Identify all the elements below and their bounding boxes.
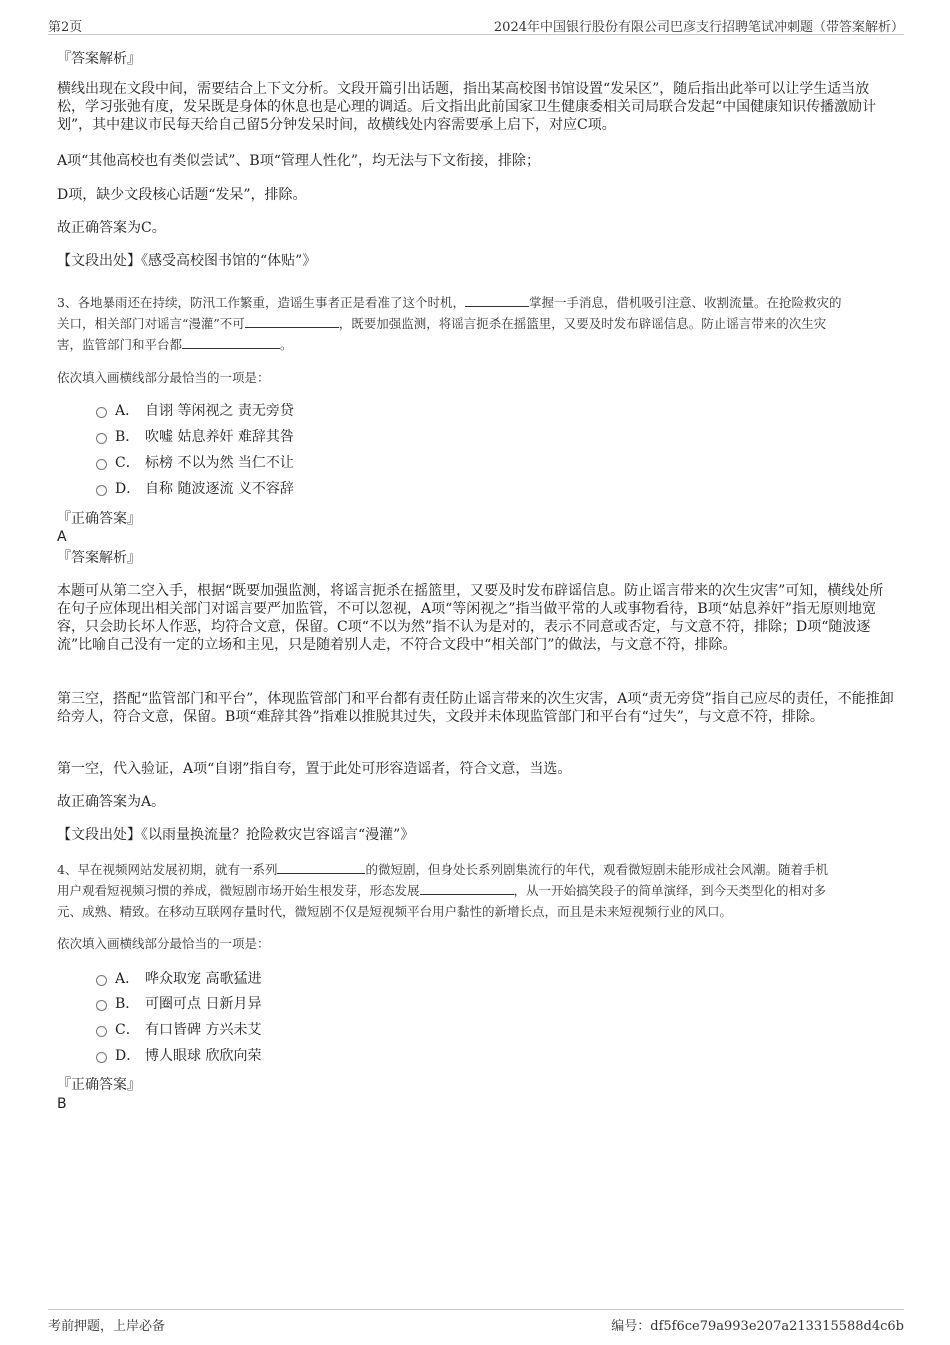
radio-icon[interactable]: [96, 1052, 107, 1063]
radio-icon[interactable]: [96, 975, 107, 986]
radio-icon[interactable]: [96, 407, 107, 418]
fill-blank: [420, 882, 514, 895]
analysis-paragraph: 横线出现在文段中间，需要结合上下文分析。文段开篇引出话题，指出某高校图书馆设置“发呆区”，随后指出此举可以让学生适当放松，学习张弛有度，发呆既是身体的休息也是心理的调适。后文指出此前国家卫生健康委相关司局联合发起“中国健康知识传播激励计划”，其中建议市民每天给自己留5分钟发呆时间，故横线处内容需要承上启下，对应C项。: [57, 81, 877, 133]
radio-icon[interactable]: [96, 459, 107, 470]
option-a[interactable]: A． 自诩 等闲视之 责无旁贷: [96, 401, 294, 421]
correct-answer-heading: 『正确答案』: [57, 511, 141, 527]
radio-icon[interactable]: [96, 1000, 107, 1011]
source-citation: 【文段出处】《以雨量换流量？抢险救灾岂容谣言“漫灌”》: [57, 827, 415, 843]
analysis-paragraph: 第三空，搭配“监管部门和平台”，体现监管部门和平台都有责任防止谣言带来的次生灾害，A项“责无旁贷”指自己应尽的责任，不能推卸给旁人，符合文意，保留。B项“难辞其咎”指难以推脱其过失，文段并未体现监管部门和平台有“过失”，与文意不符，排除。: [57, 691, 894, 725]
correct-answer-heading: 『正确答案』: [57, 1077, 141, 1093]
analysis-paragraph: D项，缺少文段核心话题“发呆”，排除。: [57, 187, 307, 203]
question-3-stem: 3、各地暴雨还在持续，防汛工作繁重，造谣生事者正是看准了这个时机， 掌握一手消息，借机吸引注意、收割流量。在抢险救灾的 关口，相关部门对谣言“漫灌”不可 ，既要加强监测，将谣言扼杀在摇篮里，又要及时发布辟谣信息。防止谣言带来的次生灾 害，监管部门和平台都 。: [57, 295, 842, 352]
option-b[interactable]: B． 吹嘘 姑息养奸 难辞其咎: [96, 427, 294, 447]
radio-icon[interactable]: [96, 433, 107, 444]
analysis-heading: 『答案解析』: [57, 51, 141, 67]
analysis-paragraph: A项“其他高校也有类似尝试”、B项“管理人性化”，均无法与下文衔接，排除；: [57, 153, 541, 169]
source-citation: 【文段出处】《感受高校图书馆的“体贴”》: [57, 253, 317, 269]
page-number: 第2页: [48, 20, 83, 35]
option-d[interactable]: D． 博人眼球 欣欣向荣: [96, 1046, 261, 1066]
fill-blank: [465, 294, 529, 307]
fill-blank: [277, 861, 365, 874]
answer-conclusion: 故正确答案为C。: [57, 220, 166, 236]
analysis-paragraph: 本题可从第二空入手，根据“既要加强监测，将谣言扼杀在摇篮里，又要及时发布辟谣信息。防止谣言带来的次生灾害”可知，横线处所在句子应体现出相关部门对谣言要严加监管，不可以忽视，A项“等闲视之”指当做平常的人或事物看待，B项“姑息养奸”指无原则地宽容，只会助长坏人作恶，均符合文意，保留。C项“不以为然”指不认为是对的，表示不同意或否定，与文意不符，排除；D项“随波逐流”比喻自己没有一定的立场和主见，只是随着别人走，不符合文段中“相关部门”的做法，与文意不符，排除。: [57, 583, 884, 653]
fill-blank: [245, 315, 339, 328]
analysis-heading: 『答案解析』: [57, 550, 141, 566]
correct-answer: B: [57, 1096, 67, 1112]
document-code: 编号：df5f6ce79a993e207a213315588d4c6b: [611, 1319, 904, 1334]
page-header: [48, 14, 904, 35]
document-title: 2024年中国银行股份有限公司巴彦支行招聘笔试冲刺题（带答案解析）: [493, 20, 904, 35]
option-a[interactable]: A． 哗众取宠 高歌猛进: [96, 969, 261, 989]
question-prompt: 依次填入画横线部分最恰当的一项是：: [57, 936, 270, 951]
option-c[interactable]: C． 有口皆碑 方兴未艾: [96, 1020, 261, 1040]
answer-conclusion: 故正确答案为A。: [57, 794, 166, 810]
footer-slogan: 考前押题，上岸必备: [48, 1319, 166, 1334]
option-b[interactable]: B． 可圈可点 日新月异: [96, 994, 261, 1014]
analysis-paragraph: 第一空，代入验证，A项“自诩”指自夸，置于此处可形容造谣者，符合文意，当选。: [57, 761, 572, 777]
option-d[interactable]: D． 自称 随波逐流 义不容辞: [96, 479, 294, 499]
page-footer: [48, 1309, 904, 1334]
fill-blank: [182, 336, 280, 349]
question-prompt: 依次填入画横线部分最恰当的一项是：: [57, 370, 270, 385]
option-c[interactable]: C． 标榜 不以为然 当仁不让: [96, 453, 294, 473]
correct-answer: A: [57, 529, 67, 545]
radio-icon[interactable]: [96, 1026, 107, 1037]
question-4-stem: 4、早在视频网站发展初期，就有一系列 的微短剧，但身处长系列剧集流行的年代，观看微短剧未能形成社会风潮。随着手机 用户观看短视频习惯的养成，微短剧市场开始生根发芽，形态发展 ，从一开始搞笑段子的简单演绎，到今天类型化的相对多 元、成熟、精致。在移动互联网存量时代，微短剧不仅是短视频平台用户黏性的新增长点，而且是未来短视频行业的风口。: [57, 862, 828, 919]
radio-icon[interactable]: [96, 485, 107, 496]
